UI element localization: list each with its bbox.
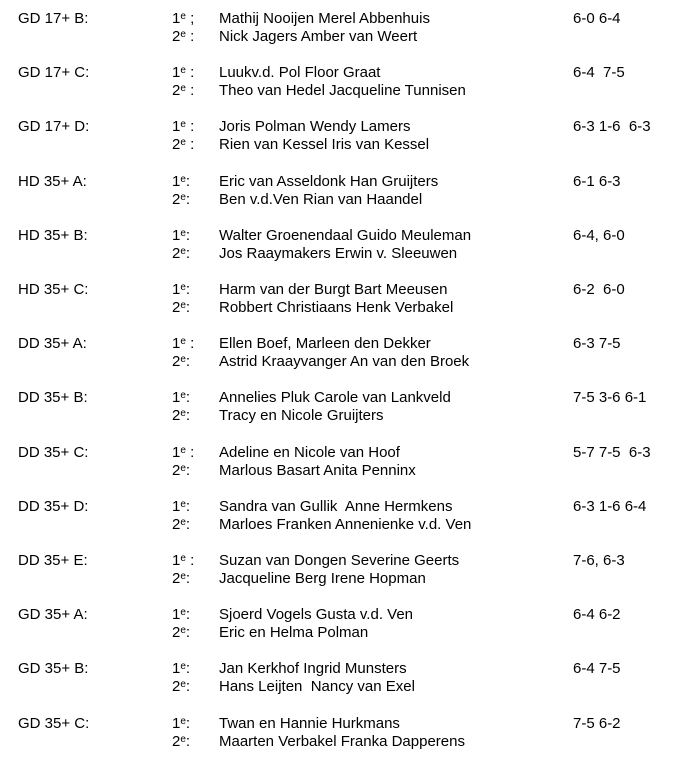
result-block: [0, 498, 688, 538]
category-label: GD 17+ C:: [18, 64, 90, 81]
first-place-label: 1e ;: [172, 10, 195, 27]
first-place-names: Harm van der Burgt Bart Meeusen: [219, 281, 448, 298]
result-block: [0, 660, 688, 700]
first-place-names: Sandra van Gullik Anne Hermkens: [219, 498, 453, 515]
second-place-label: 2e:: [172, 299, 191, 316]
first-place-label: 1e :: [172, 444, 195, 461]
first-place-label: 1e:: [172, 281, 191, 298]
category-label: HD 35+ B:: [18, 227, 88, 244]
result-block: [0, 606, 688, 646]
second-place-label: 2e :: [172, 28, 195, 45]
second-place-label: 2e:: [172, 516, 191, 533]
first-place-names: Ellen Boef, Marleen den Dekker: [219, 335, 431, 352]
first-place-label: 1e:: [172, 173, 191, 190]
match-score: 7-6, 6-3: [573, 552, 625, 569]
first-place-names: Mathij Nooijen Merel Abbenhuis: [219, 10, 430, 27]
second-place-names: Marlous Basart Anita Penninx: [219, 462, 416, 479]
first-place-label: 1e :: [172, 552, 195, 569]
result-block: [0, 10, 688, 50]
category-label: DD 35+ A:: [18, 335, 87, 352]
first-place-names: Twan en Hannie Hurkmans: [219, 715, 400, 732]
result-block: [0, 335, 688, 375]
match-score: 6-1 6-3: [573, 173, 621, 190]
match-score: 6-4, 6-0: [573, 227, 625, 244]
second-place-names: Robbert Christiaans Henk Verbakel: [219, 299, 454, 316]
category-label: DD 35+ C:: [18, 444, 89, 461]
category-label: DD 35+ B:: [18, 389, 88, 406]
result-block: [0, 552, 688, 592]
first-place-names: Luukv.d. Pol Floor Graat: [219, 64, 381, 81]
match-score: 5-7 7-5 6-3: [573, 444, 651, 461]
result-block: [0, 64, 688, 104]
first-place-label: 1e :: [172, 64, 195, 81]
first-place-label: 1e:: [172, 389, 191, 406]
first-place-names: Jan Kerkhof Ingrid Munsters: [219, 660, 407, 677]
second-place-label: 2e:: [172, 191, 191, 208]
second-place-label: 2e:: [172, 624, 191, 641]
first-place-names: Joris Polman Wendy Lamers: [219, 118, 411, 135]
result-block: [0, 389, 688, 429]
match-score: 6-2 6-0: [573, 281, 625, 298]
second-place-label: 2e :: [172, 136, 195, 153]
category-label: GD 17+ B:: [18, 10, 89, 27]
first-place-label: 1e :: [172, 118, 195, 135]
first-place-label: 1e:: [172, 660, 191, 677]
match-score: 7-5 6-2: [573, 715, 621, 732]
category-label: GD 35+ C:: [18, 715, 90, 732]
category-label: GD 17+ D:: [18, 118, 90, 135]
category-label: GD 35+ B:: [18, 660, 89, 677]
category-label: GD 35+ A:: [18, 606, 88, 623]
second-place-label: 2e:: [172, 678, 191, 695]
first-place-label: 1e :: [172, 335, 195, 352]
result-block: [0, 227, 688, 267]
result-block: [0, 715, 688, 755]
second-place-label: 2e:: [172, 733, 191, 750]
first-place-label: 1e:: [172, 715, 191, 732]
second-place-label: 2e:: [172, 353, 191, 370]
first-place-names: Suzan van Dongen Severine Geerts: [219, 552, 460, 569]
match-score: 6-3 7-5: [573, 335, 621, 352]
second-place-label: 2e:: [172, 407, 191, 424]
second-place-names: Jacqueline Berg Irene Hopman: [219, 570, 426, 587]
second-place-label: 2e:: [172, 570, 191, 587]
match-score: 6-0 6-4: [573, 10, 621, 27]
match-score: 6-4 7-5: [573, 660, 621, 677]
second-place-names: Eric en Helma Polman: [219, 624, 369, 641]
second-place-label: 2e :: [172, 82, 195, 99]
first-place-label: 1e:: [172, 498, 191, 515]
category-label: HD 35+ C:: [18, 281, 89, 298]
first-place-names: Annelies Pluk Carole van Lankveld: [219, 389, 451, 406]
second-place-names: Ben v.d.Ven Rian van Haandel: [219, 191, 423, 208]
category-label: DD 35+ D:: [18, 498, 89, 515]
match-score: 7-5 3-6 6-1: [573, 389, 647, 406]
second-place-names: Astrid Kraayvanger An van den Broek: [219, 353, 470, 370]
second-place-names: Marloes Franken Annenienke v.d. Ven: [219, 516, 472, 533]
first-place-names: Eric van Asseldonk Han Gruijters: [219, 173, 439, 190]
result-block: [0, 281, 688, 321]
first-place-names: Sjoerd Vogels Gusta v.d. Ven: [219, 606, 414, 623]
second-place-names: Theo van Hedel Jacqueline Tunnisen: [219, 82, 466, 99]
result-block: [0, 118, 688, 158]
match-score: 6-3 1-6 6-3: [573, 118, 651, 135]
second-place-label: 2e:: [172, 245, 191, 262]
first-place-label: 1e:: [172, 606, 191, 623]
match-score: 6-3 1-6 6-4: [573, 498, 647, 515]
category-label: DD 35+ E:: [18, 552, 88, 569]
result-block: [0, 444, 688, 484]
second-place-names: Jos Raaymakers Erwin v. Sleeuwen: [219, 245, 458, 262]
second-place-names: Tracy en Nicole Gruijters: [219, 407, 384, 424]
result-block: [0, 173, 688, 213]
match-score: 6-4 7-5: [573, 64, 625, 81]
first-place-label: 1e:: [172, 227, 191, 244]
match-score: 6-4 6-2: [573, 606, 621, 623]
first-place-names: Adeline en Nicole van Hoof: [219, 444, 400, 461]
second-place-names: Rien van Kessel Iris van Kessel: [219, 136, 430, 153]
first-place-names: Walter Groenendaal Guido Meuleman: [219, 227, 472, 244]
second-place-names: Maarten Verbakel Franka Dapperens: [219, 733, 465, 750]
second-place-label: 2e:: [172, 462, 191, 479]
second-place-names: Nick Jagers Amber van Weert: [219, 28, 418, 45]
category-label: HD 35+ A:: [18, 173, 87, 190]
second-place-names: Hans Leijten Nancy van Exel: [219, 678, 415, 695]
